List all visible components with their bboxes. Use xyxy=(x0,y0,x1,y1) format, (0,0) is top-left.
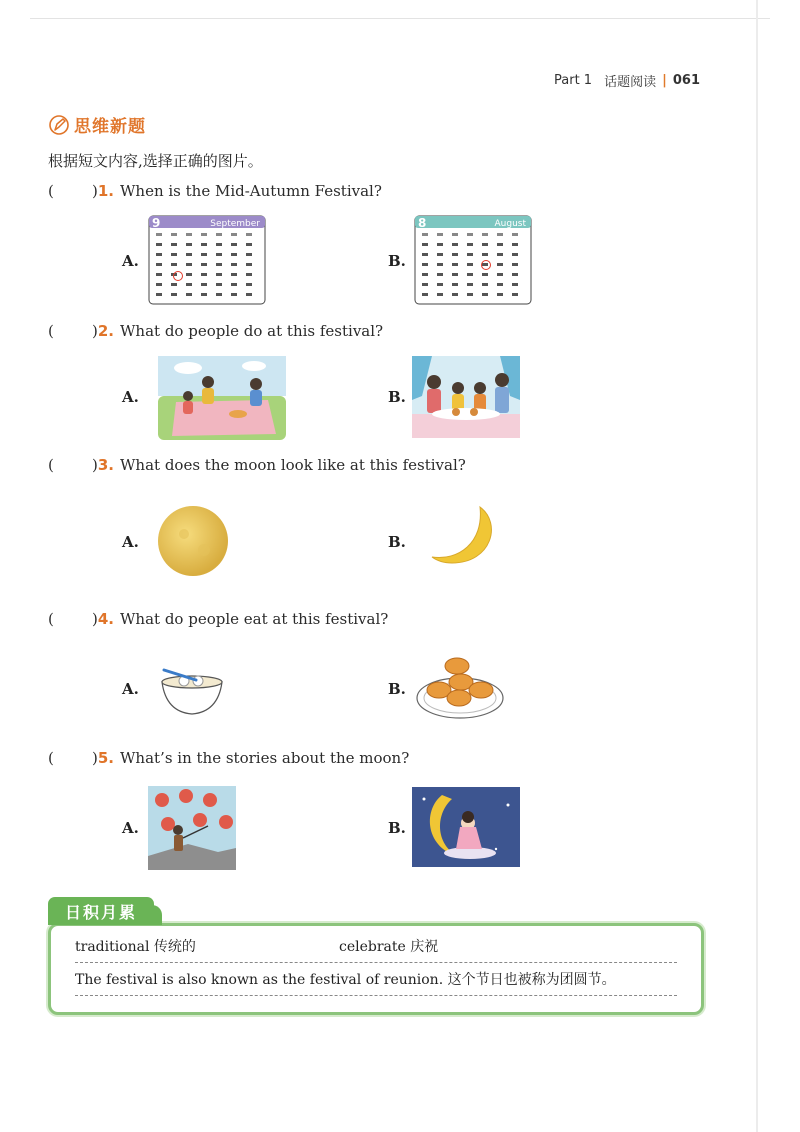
question-5 xyxy=(48,749,409,767)
vocabulary-sentence xyxy=(75,969,677,996)
option-b-label: B. xyxy=(388,388,406,406)
calendar-date-mark xyxy=(246,233,252,236)
option-a-label: A. xyxy=(122,252,139,270)
calendar-date-mark xyxy=(201,273,207,276)
calendar-date-mark xyxy=(186,283,192,286)
calendar-date-mark xyxy=(437,233,443,236)
question-number: 4. xyxy=(97,610,114,628)
calendar-date-mark xyxy=(216,283,222,286)
calendar-date-mark xyxy=(422,263,428,266)
calendar-date-mark xyxy=(201,283,207,286)
calendar-date-mark xyxy=(422,293,428,296)
answer-blank-open: ( xyxy=(48,749,54,767)
calendar-date-mark xyxy=(512,273,518,276)
calendar-date-mark xyxy=(512,283,518,286)
calendar-date-mark xyxy=(467,293,473,296)
calendar-date-mark xyxy=(201,233,207,236)
page-header xyxy=(554,71,700,90)
calendar-date-mark xyxy=(482,263,488,266)
section-title-text: 思维新题 xyxy=(74,117,146,137)
calendar-date-mark xyxy=(467,263,473,266)
calendar-date-mark xyxy=(216,293,222,296)
calendar-date-mark xyxy=(216,243,222,246)
calendar-date-mark xyxy=(216,253,222,256)
calendar-date-mark xyxy=(437,283,443,286)
calendar-date-mark xyxy=(171,233,177,236)
calendar-date-mark xyxy=(452,243,458,246)
answer-blank-close: ) xyxy=(92,322,98,340)
section-title xyxy=(48,112,146,137)
vocab-traditional: traditional 传统的 xyxy=(75,939,196,955)
calendar-date-mark xyxy=(186,263,192,266)
calendar-date-mark xyxy=(497,263,503,266)
question-text: What do people eat at this festival? xyxy=(120,610,389,628)
instruction: 根据短文内容,选择正确的图片。 xyxy=(48,152,263,170)
archer-shooting-suns-picture xyxy=(148,786,236,870)
calendar-date-mark xyxy=(216,233,222,236)
calendar-date-mark xyxy=(497,283,503,286)
vocabulary-box-title: 日积月累 xyxy=(48,897,154,925)
calendar-date-mark xyxy=(246,263,252,266)
header-separator: | xyxy=(662,73,667,88)
calendar-date-mark xyxy=(422,233,428,236)
option-a-label: A. xyxy=(122,388,139,406)
calendar-date-mark xyxy=(452,253,458,256)
calendar-date-mark xyxy=(171,263,177,266)
calendar-date-mark xyxy=(437,263,443,266)
calendar-date-mark xyxy=(201,253,207,256)
question-4 xyxy=(48,610,388,628)
calendar-date-mark xyxy=(246,243,252,246)
calendar-date-mark xyxy=(216,263,222,266)
family-picnic-picture xyxy=(158,356,286,440)
calendar-month-name: September xyxy=(210,219,260,229)
header-topic: 话题阅读 xyxy=(604,75,657,90)
calendar-date-mark xyxy=(216,273,222,276)
option-a-label: A. xyxy=(122,533,139,551)
calendar-date-mark xyxy=(156,273,162,276)
calendar-september-picture xyxy=(148,215,266,305)
calendar-date-mark xyxy=(512,263,518,266)
mooncakes-plate-picture xyxy=(415,652,505,720)
calendar-date-mark xyxy=(186,293,192,296)
question-text: What’s in the stories about the moon? xyxy=(120,749,410,767)
calendar-date-mark xyxy=(156,283,162,286)
option-b-label: B. xyxy=(388,819,406,837)
calendar-date-mark xyxy=(467,233,473,236)
calendar-date-mark xyxy=(512,243,518,246)
vocabulary-row xyxy=(75,936,677,963)
calendar-date-mark xyxy=(171,283,177,286)
answer-blank-close: ) xyxy=(92,610,98,628)
calendar-date-mark xyxy=(482,233,488,236)
calendar-date-mark xyxy=(452,233,458,236)
question-text: When is the Mid-Autumn Festival? xyxy=(120,182,382,200)
calendar-date-mark xyxy=(497,243,503,246)
question-text: What do people do at this festival? xyxy=(120,322,384,340)
calendar-date-mark xyxy=(512,253,518,256)
rice-ball-bowl-picture xyxy=(156,666,228,718)
option-a-label: A. xyxy=(122,819,139,837)
calendar-date-mark xyxy=(422,283,428,286)
vocabulary-box xyxy=(48,897,702,1013)
calendar-date-mark xyxy=(512,293,518,296)
calendar-date-mark xyxy=(422,273,428,276)
calendar-date-mark xyxy=(482,243,488,246)
header-part: Part 1 xyxy=(554,73,593,88)
calendar-date-mark xyxy=(246,283,252,286)
calendar-date-mark xyxy=(156,243,162,246)
full-moon-picture xyxy=(156,504,230,578)
crescent-moon-picture xyxy=(430,505,500,567)
calendar-date-mark xyxy=(467,253,473,256)
calendar-date-mark xyxy=(231,243,237,246)
calendar-date-mark xyxy=(231,233,237,236)
option-b-label: B. xyxy=(388,533,406,551)
answer-blank-close: ) xyxy=(92,456,98,474)
calendar-date-mark xyxy=(186,243,192,246)
family-dinner-picture xyxy=(412,356,520,438)
calendar-month-number: 9 xyxy=(152,216,161,230)
calendar-date-mark xyxy=(231,293,237,296)
calendar-date-mark xyxy=(231,253,237,256)
calendar-date-mark xyxy=(467,243,473,246)
calendar-date-mark xyxy=(452,263,458,266)
calendar-date-mark xyxy=(201,243,207,246)
page-edge-top xyxy=(30,18,770,19)
calendar-date-mark xyxy=(467,273,473,276)
option-b-label: B. xyxy=(388,680,406,698)
calendar-date-mark xyxy=(186,253,192,256)
page-edge-right xyxy=(756,0,758,1132)
page-number: 061 xyxy=(672,73,700,88)
answer-blank-close: ) xyxy=(92,182,98,200)
vocab-celebrate: celebrate 庆祝 xyxy=(339,939,439,955)
question-3 xyxy=(48,456,466,474)
calendar-date-mark xyxy=(201,263,207,266)
answer-blank-open: ( xyxy=(48,610,54,628)
calendar-date-mark xyxy=(246,273,252,276)
calendar-date-mark xyxy=(171,253,177,256)
calendar-date-mark xyxy=(497,253,503,256)
calendar-date-mark xyxy=(437,253,443,256)
option-b-label: B. xyxy=(388,252,406,270)
change-on-moon-picture xyxy=(412,787,520,867)
question-number: 2. xyxy=(97,322,114,340)
calendar-date-mark xyxy=(231,283,237,286)
calendar-date-mark xyxy=(422,243,428,246)
calendar-date-mark xyxy=(156,263,162,266)
calendar-date-mark xyxy=(171,243,177,246)
calendar-date-mark xyxy=(467,283,473,286)
calendar-date-mark xyxy=(512,233,518,236)
vocab-sentence-text: The festival is also known as the festival of reunion. 这个节日也被称为团圆节。 xyxy=(75,972,616,988)
calendar-date-mark xyxy=(452,273,458,276)
calendar-date-mark xyxy=(452,293,458,296)
calendar-date-mark xyxy=(246,293,252,296)
calendar-month-name: August xyxy=(494,219,526,229)
calendar-date-mark xyxy=(201,293,207,296)
calendar-date-mark xyxy=(497,233,503,236)
calendar-date-mark xyxy=(156,293,162,296)
answer-blank-open: ( xyxy=(48,182,54,200)
answer-blank-open: ( xyxy=(48,456,54,474)
answer-blank-open: ( xyxy=(48,322,54,340)
calendar-date-mark xyxy=(246,253,252,256)
calendar-date-mark xyxy=(437,293,443,296)
calendar-date-mark xyxy=(422,253,428,256)
calendar-date-mark xyxy=(437,243,443,246)
calendar-date-mark xyxy=(482,253,488,256)
question-1 xyxy=(48,182,382,200)
question-2 xyxy=(48,322,383,340)
calendar-date-mark xyxy=(482,283,488,286)
pen-icon xyxy=(48,114,70,136)
calendar-date-mark xyxy=(482,273,488,276)
option-a-label: A. xyxy=(122,680,139,698)
calendar-date-mark xyxy=(482,293,488,296)
question-number: 5. xyxy=(97,749,114,767)
calendar-date-mark xyxy=(156,233,162,236)
vocabulary-box-frame xyxy=(48,923,704,1015)
calendar-date-mark xyxy=(186,233,192,236)
calendar-date-mark xyxy=(497,293,503,296)
calendar-date-mark xyxy=(231,273,237,276)
question-number: 1. xyxy=(97,182,114,200)
answer-blank-close: ) xyxy=(92,749,98,767)
calendar-date-mark xyxy=(171,293,177,296)
calendar-date-mark xyxy=(452,283,458,286)
calendar-date-mark xyxy=(186,273,192,276)
calendar-date-mark xyxy=(497,273,503,276)
calendar-date-mark xyxy=(231,263,237,266)
question-text: What does the moon look like at this festival? xyxy=(120,456,466,474)
calendar-date-mark xyxy=(156,253,162,256)
calendar-august-picture xyxy=(414,215,532,305)
calendar-date-mark xyxy=(437,273,443,276)
calendar-month-number: 8 xyxy=(418,216,427,230)
question-number: 3. xyxy=(97,456,114,474)
